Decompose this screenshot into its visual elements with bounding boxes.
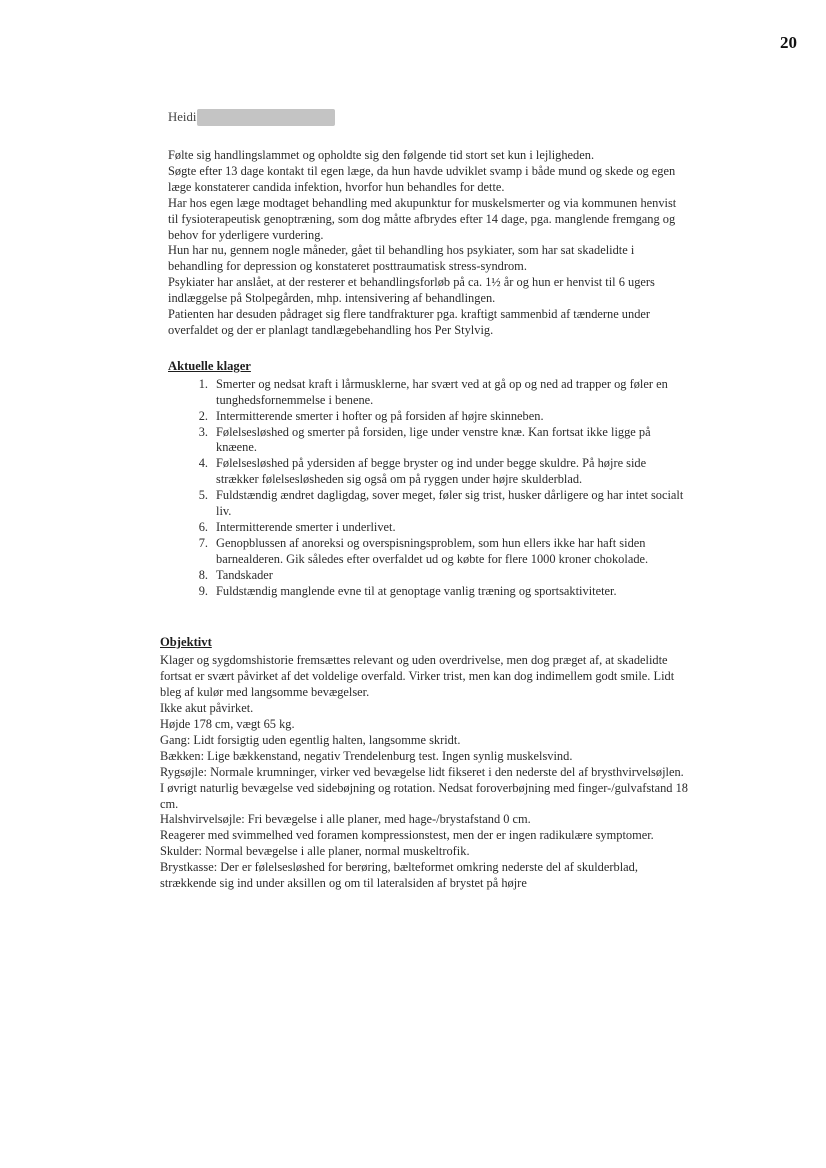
objective-line: Halshvirvelsøjle: Fri bevægelse i alle planer, med hage-/brystafstand 0 cm. <box>160 812 531 827</box>
objective-line: Højde 178 cm, vægt 65 kg. <box>160 717 295 731</box>
item-number: 3. <box>198 424 208 439</box>
patient-name-line <box>168 109 688 126</box>
item-text: Genopblussen af anoreksi og overspisningsproblem, som hun ellers ikke har haft siden barnealderen. Gik således efter overfaldet ud og købte for flere 1000 kroner chokolade. <box>216 535 649 566</box>
objective-section <box>160 635 688 892</box>
objective-line: Rygsøjle: Normale krumninger, virker ved bevægelse lidt fikseret i den nederste del af brysthvirvelsøjlen. I øvrigt naturlig bevægelse ved sidebøjning og rotation. Nedsat foroverbøjning med finger-/gulvafstand 18 cm. <box>160 764 688 811</box>
list-item <box>168 536 688 568</box>
list-item <box>168 409 688 425</box>
list-item <box>168 377 688 409</box>
list-item <box>168 520 688 536</box>
objective-line: Brystkasse: Der er følelsesløshed for berøring, bælteformet omkring nederste del af skulderblad, strækkende sig ind under aksillen og om til lateralsiden af brystet på højre <box>160 860 638 891</box>
document-body <box>160 109 688 892</box>
history-paragraph: Søgte efter 13 dage kontakt til egen læge, da hun havde udviklet svamp i både mund og skede og egen læge konstaterer candida infektion, hvorfor hun behandles for dette. <box>168 163 676 194</box>
list-item <box>168 584 688 600</box>
objective-line: Bækken: Lige bækkenstand, negativ Trendelenburg test. Ingen synlig muskelsvind. <box>160 748 573 763</box>
objective-line: Reagerer med svimmelhed ved foramen kompressionstest, men der er ingen radikulære symptomer. <box>160 828 654 843</box>
item-text: Tandskader <box>216 567 273 582</box>
item-number: 4. <box>198 456 208 471</box>
item-text: Smerter og nedsat kraft i lårmusklerne, har svært ved at gå op og ned ad trapper og føler en tunghedsfornemmelse i benene. <box>216 376 668 407</box>
item-text: Intermitterende smerter i underlivet. <box>216 519 396 534</box>
complaints-section <box>168 359 688 600</box>
item-text: Intermitterende smerter i hofter og på forsiden af højre skinneben. <box>216 408 544 423</box>
item-text: Fuldstændig manglende evne til at genoptage vanlig træning og sportsaktiviteter. <box>216 583 617 598</box>
item-number: 2. <box>198 408 208 423</box>
history-section <box>168 148 688 339</box>
item-number: 1. <box>198 376 208 391</box>
item-number: 6. <box>198 519 208 534</box>
list-item <box>168 425 688 457</box>
item-text: Fuldstændig ændret dagligdag, sover meget, føler sig trist, husker dårligere og har intet socialt liv. <box>216 488 684 519</box>
objective-heading: Objektivt <box>160 635 212 650</box>
history-paragraph: Patienten har desuden pådraget sig flere tandfrakturer pga. kraftigt sammenbid af tænderne under overfaldet og der er planlagt tandlægebehandling hos Per Stylvig. <box>168 307 651 337</box>
list-item <box>168 488 688 520</box>
objective-line: Skulder: Normal bevægelse i alle planer, normal muskeltrofik. <box>160 844 470 859</box>
item-text: Følelsesløshed og smerter på forsiden, lige under venstre knæ. Kan fortsat ikke ligge på knæene. <box>216 424 651 455</box>
history-paragraph: Hun har nu, gennem nogle måneder, gået til behandling hos psykiater, som har sat skadelidte i behandling for depression og konstateret posttraumatisk stress-syndrom. <box>168 243 635 274</box>
list-item <box>168 568 688 584</box>
objective-line: Gang: Lidt forsigtig uden egentlig halten, langsomme skridt. <box>160 732 461 747</box>
objective-line: Klager og sygdomshistorie fremsættes relevant og uden overdrivelse, men dog præget af, at skadelidte fortsat er svært påvirket af det voldelige overfald. Virker trist, men kan dog indimellem godt smile. Lidt bleg af kulør med langsomme bevægelser. <box>160 653 675 700</box>
redacted-surname <box>197 109 335 126</box>
history-paragraph: Følte sig handlingslammet og opholdte sig den følgende tid stort set kun i lejligheden. <box>168 148 595 162</box>
complaints-heading: Aktuelle klager <box>168 358 251 373</box>
page-number: 20 <box>780 33 797 52</box>
history-paragraph: Psykiater har anslået, at der resterer et behandlingsforløb på ca. 1½ år og hun er henvist til 6 ugers indlæggelse på Stolpegården, mhp. intensivering af behandlingen. <box>168 275 655 306</box>
item-number: 5. <box>198 488 208 503</box>
item-number: 8. <box>198 567 208 582</box>
history-paragraph: Har hos egen læge modtaget behandling med akupunktur for muskelsmerter og via kommunen henvist til fysioterapeutisk genoptræning, som dog måtte afbrydes efter 14 dage, pga. manglende fremgang og behov for yderligere vurdering. <box>168 195 677 242</box>
item-number: 9. <box>198 583 208 598</box>
list-item <box>168 456 688 488</box>
item-number: 7. <box>198 535 208 550</box>
item-text: Følelsesløshed på ydersiden af begge bryster og ind under begge skuldre. På højre side strækker følelsesløsheden sig også om på ryggen under højre skulderblad. <box>216 456 647 487</box>
objective-line: Ikke akut påvirket. <box>160 701 254 716</box>
complaints-list <box>168 377 688 600</box>
patient-name: Heidi <box>168 109 197 124</box>
